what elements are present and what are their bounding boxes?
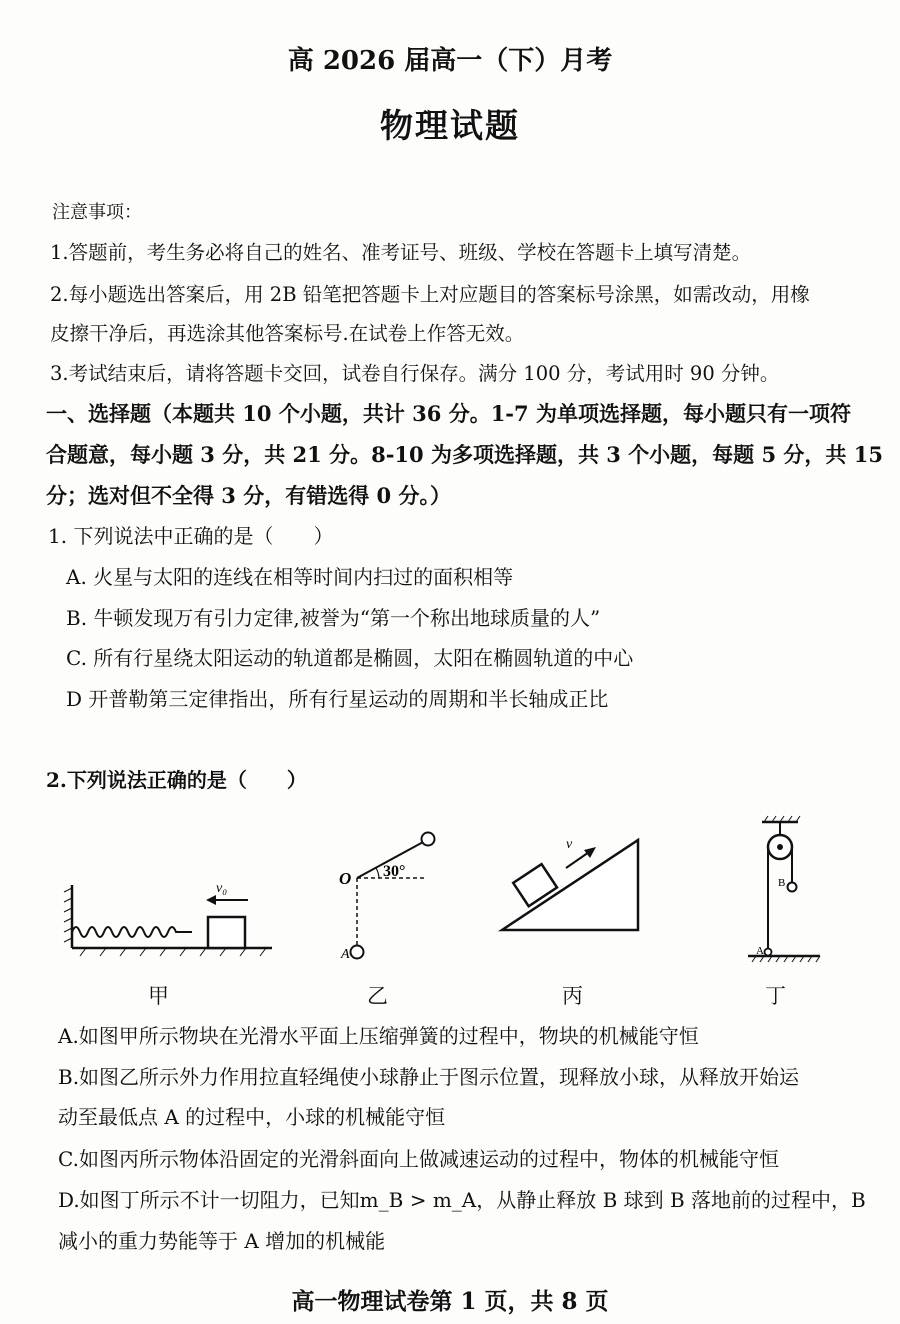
q1-option-d: D 开普勒第三定律指出，所有行星运动的周期和半长轴成正比 bbox=[66, 687, 609, 711]
figure-yi-caption: 乙 bbox=[367, 984, 388, 1008]
q2-option-b-line1: B.如图乙所示外力作用拉直轻绳使小球静止于图示位置，现释放小球，从释放开始运 bbox=[58, 1065, 800, 1089]
section-intro-line2: 合题意，每小题 3 分，共 21 分。8-10 为多项选择题，共 3 个小题，每题 5 分，共 15 bbox=[46, 442, 883, 467]
q1-option-c: C. 所有行星绕太阳运动的轨道都是椭圆，太阳在椭圆轨道的中心 bbox=[66, 646, 634, 670]
b-label: B bbox=[778, 877, 786, 889]
v0-label: v₀ bbox=[216, 881, 228, 896]
q2-stem: 2.下列说法正确的是（ ） bbox=[46, 768, 307, 792]
figure-yi bbox=[335, 828, 445, 968]
figure-bing bbox=[500, 830, 650, 934]
section-intro-line3: 分；选对但不全得 3 分，有错选得 0 分。） bbox=[46, 483, 451, 508]
page-title: 物理试题 bbox=[380, 106, 520, 145]
figure-jia bbox=[60, 870, 290, 960]
o-label: O bbox=[339, 869, 352, 888]
a-label: A bbox=[341, 947, 350, 962]
angle-label: 30° bbox=[383, 863, 406, 880]
q1-option-a: A. 火星与太阳的连线在相等时间内扫过的面积相等 bbox=[66, 565, 514, 589]
q2-option-d-line2: 减小的重力势能等于 A 增加的机械能 bbox=[58, 1229, 386, 1253]
figure-bing-caption: 丙 bbox=[562, 984, 583, 1008]
v-label: v bbox=[566, 837, 573, 852]
block bbox=[208, 917, 245, 948]
note-2-line2: 皮擦干净后，再选涂其他答案标号.在试卷上作答无效。 bbox=[50, 322, 525, 345]
spring bbox=[72, 927, 192, 937]
figure-ding bbox=[740, 814, 830, 964]
figure-jia-caption: 甲 bbox=[148, 984, 169, 1008]
q2-option-b-line2: 动至最低点 A 的过程中，小球的机械能守恒 bbox=[58, 1105, 446, 1129]
section-intro-line1: 一、选择题（本题共 10 个小题，共计 36 分。1-7 为单项选择题，每小题只有一项符 bbox=[46, 401, 851, 426]
q1-option-b: B. 牛顿发现万有引力定律,被誉为“第一个称出地球质量的人” bbox=[66, 606, 601, 630]
figure-ding-caption: 丁 bbox=[765, 984, 786, 1008]
note-1: 1.答题前，考生务必将自己的姓名、准考证号、班级、学校在答题卡上填写清楚。 bbox=[50, 241, 752, 264]
note-2-line1: 2.每小题选出答案后，用 2B 铅笔把答题卡上对应题目的答案标号涂黑，如需改动，用橡 bbox=[50, 283, 810, 306]
notes-heading: 注意事项： bbox=[52, 202, 142, 223]
page-footer: 高一物理试卷第 1 页，共 8 页 bbox=[291, 1288, 609, 1315]
exam-header: 高 2026 届高一（下）月考 bbox=[287, 46, 613, 76]
note-3: 3.考试结束后，请将答题卡交回，试卷自行保存。满分 100 分，考试用时 90 分钟。 bbox=[50, 362, 780, 385]
q2-option-c: C.如图丙所示物体沿固定的光滑斜面向上做减速运动的过程中，物体的机械能守恒 bbox=[58, 1147, 779, 1171]
a-label: A bbox=[756, 945, 764, 957]
q1-stem: 1. 下列说法中正确的是（ ） bbox=[48, 524, 334, 548]
q2-option-d-line1: D.如图丁所示不计一切阻力，已知m_B > m_A，从静止释放 B 球到 B 落地前的过程中，B bbox=[58, 1188, 866, 1212]
q2-option-a: A.如图甲所示物块在光滑水平面上压缩弹簧的过程中，物块的机械能守恒 bbox=[58, 1024, 699, 1048]
